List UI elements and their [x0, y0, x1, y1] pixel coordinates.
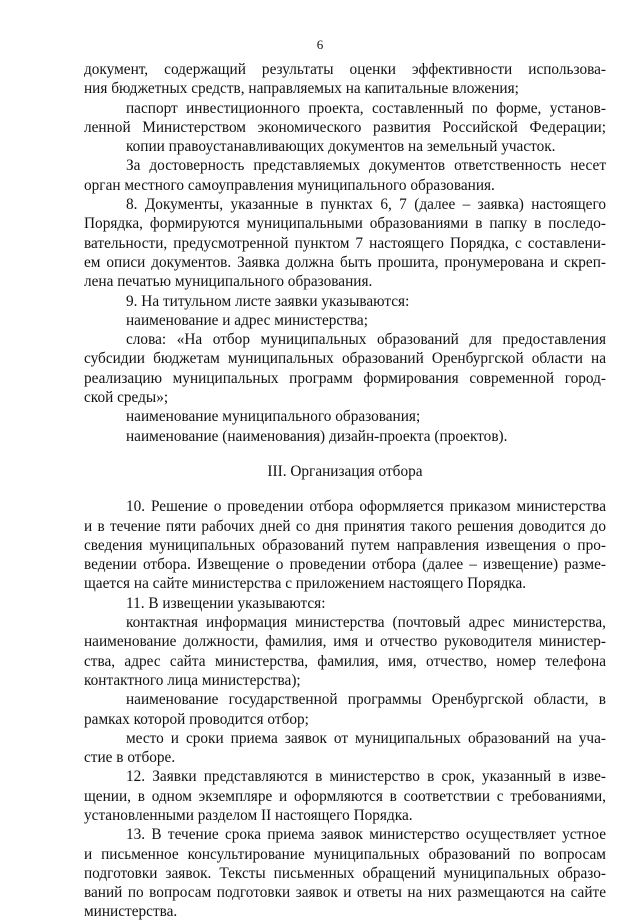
text-line: 10. Решение о проведении отбора оформляется приказом министерства [126, 498, 606, 516]
text-line: контактная информация министерства (почтовый адрес министерства, [126, 614, 606, 632]
text-line: ведении отбора. Извещение о проведении отбора (далее – извещение) разме- [84, 556, 606, 574]
blank-line [84, 481, 606, 497]
page-number: 6 [316, 37, 324, 52]
text-line: документ, содержащий результаты оценки эффективности использова- [84, 61, 606, 78]
text-line: щается на сайте министерства с приложением настоящего Порядка. [84, 575, 527, 593]
text-line: Порядка, формируются муниципальными образованиями в папку в последо- [84, 215, 606, 233]
text-line: контактного лица министерства); [84, 671, 301, 689]
text-line: установленными разделом II настоящего Порядка. [84, 806, 413, 824]
text-line: орган местного самоуправления муниципального образования. [84, 176, 495, 194]
text-line: место и сроки приема заявок от муниципальных образований на уча- [126, 729, 606, 747]
text-line: наименование должности, фамилия, имя и отчество руководителя министер- [84, 633, 606, 651]
text-line: ваний по вопросам подготовки заявок и ответы на них размещаются на сайте [84, 884, 606, 902]
text-line: ния бюджетных средств, направляемых на капитальные вложения; [84, 80, 519, 98]
text-line: 9. На титульном листе заявки указываются: [126, 292, 410, 310]
text-line: За достоверность представляемых документов ответственность несет [126, 157, 606, 175]
text-line: наименование и адрес министерства; [126, 311, 368, 329]
text-line: щении, в одном экземпляре и оформляются в соответствии с требованиями, [84, 787, 606, 805]
text-line: реализацию муниципальных программ формирования современной город- [84, 369, 606, 387]
text-line: слова: «На отбор муниципальных образований для предоставления [126, 331, 606, 349]
text-line: подготовки заявок. Тексты письменных обращений муниципальных образо- [84, 864, 606, 882]
text-line: наименование (наименования) дизайн-проекта (проектов). [126, 427, 508, 445]
section-heading: III. Организация отбора [267, 462, 423, 480]
text-line: копии правоустанавливающих документов на земельный участок. [126, 138, 556, 156]
text-line: наименование муниципального образования; [126, 408, 421, 426]
text-line: министерства. [84, 903, 178, 921]
text-line: сведения муниципальных образований путем направления извещения о про- [84, 536, 606, 554]
text-line: 13. В течение срока приема заявок министерство осуществляет устное [126, 826, 606, 844]
text-line: вательности, предусмотренной пунктом 7 настоящего Порядка, с составлени- [84, 234, 606, 252]
text-line: лена печатью муниципального образования. [84, 273, 373, 291]
text-line: рамках которой проводится отбор; [84, 710, 309, 728]
text-line: субсидии бюджетам муниципальных образований Оренбургской области на [84, 350, 606, 368]
blank-line [84, 446, 606, 462]
text-line: наименование государственной программы Оренбургской области, в [126, 691, 606, 709]
text-line: ства, адрес сайта министерства, фамилия, имя, отчество, номер телефона [84, 652, 606, 670]
text-line: ленной Министерством экономического развития Российской Федерации; [84, 118, 606, 136]
text-line: и письменное консультирование муниципальных образований по вопросам [84, 845, 606, 863]
text-line: ской среды»; [84, 389, 169, 407]
text-line: 8. Документы, указанные в пунктах 6, 7 (далее – заявка) настоящего [126, 196, 606, 214]
text-line: стие в отборе. [84, 749, 176, 767]
text-line: паспорт инвестиционного проекта, составленный по форме, установ- [126, 99, 606, 117]
document-body [84, 60, 606, 922]
text-line: 11. В извещении указываются: [126, 594, 326, 612]
text-line: 12. Заявки представляются в министерство в срок, указанный в изве- [126, 768, 606, 786]
text-line: ем описи документов. Заявка должна быть прошита, пронумерована и скреп- [84, 253, 606, 271]
text-line: и в течение пяти рабочих дней со дня принятия такого решения доводится до [84, 517, 606, 535]
